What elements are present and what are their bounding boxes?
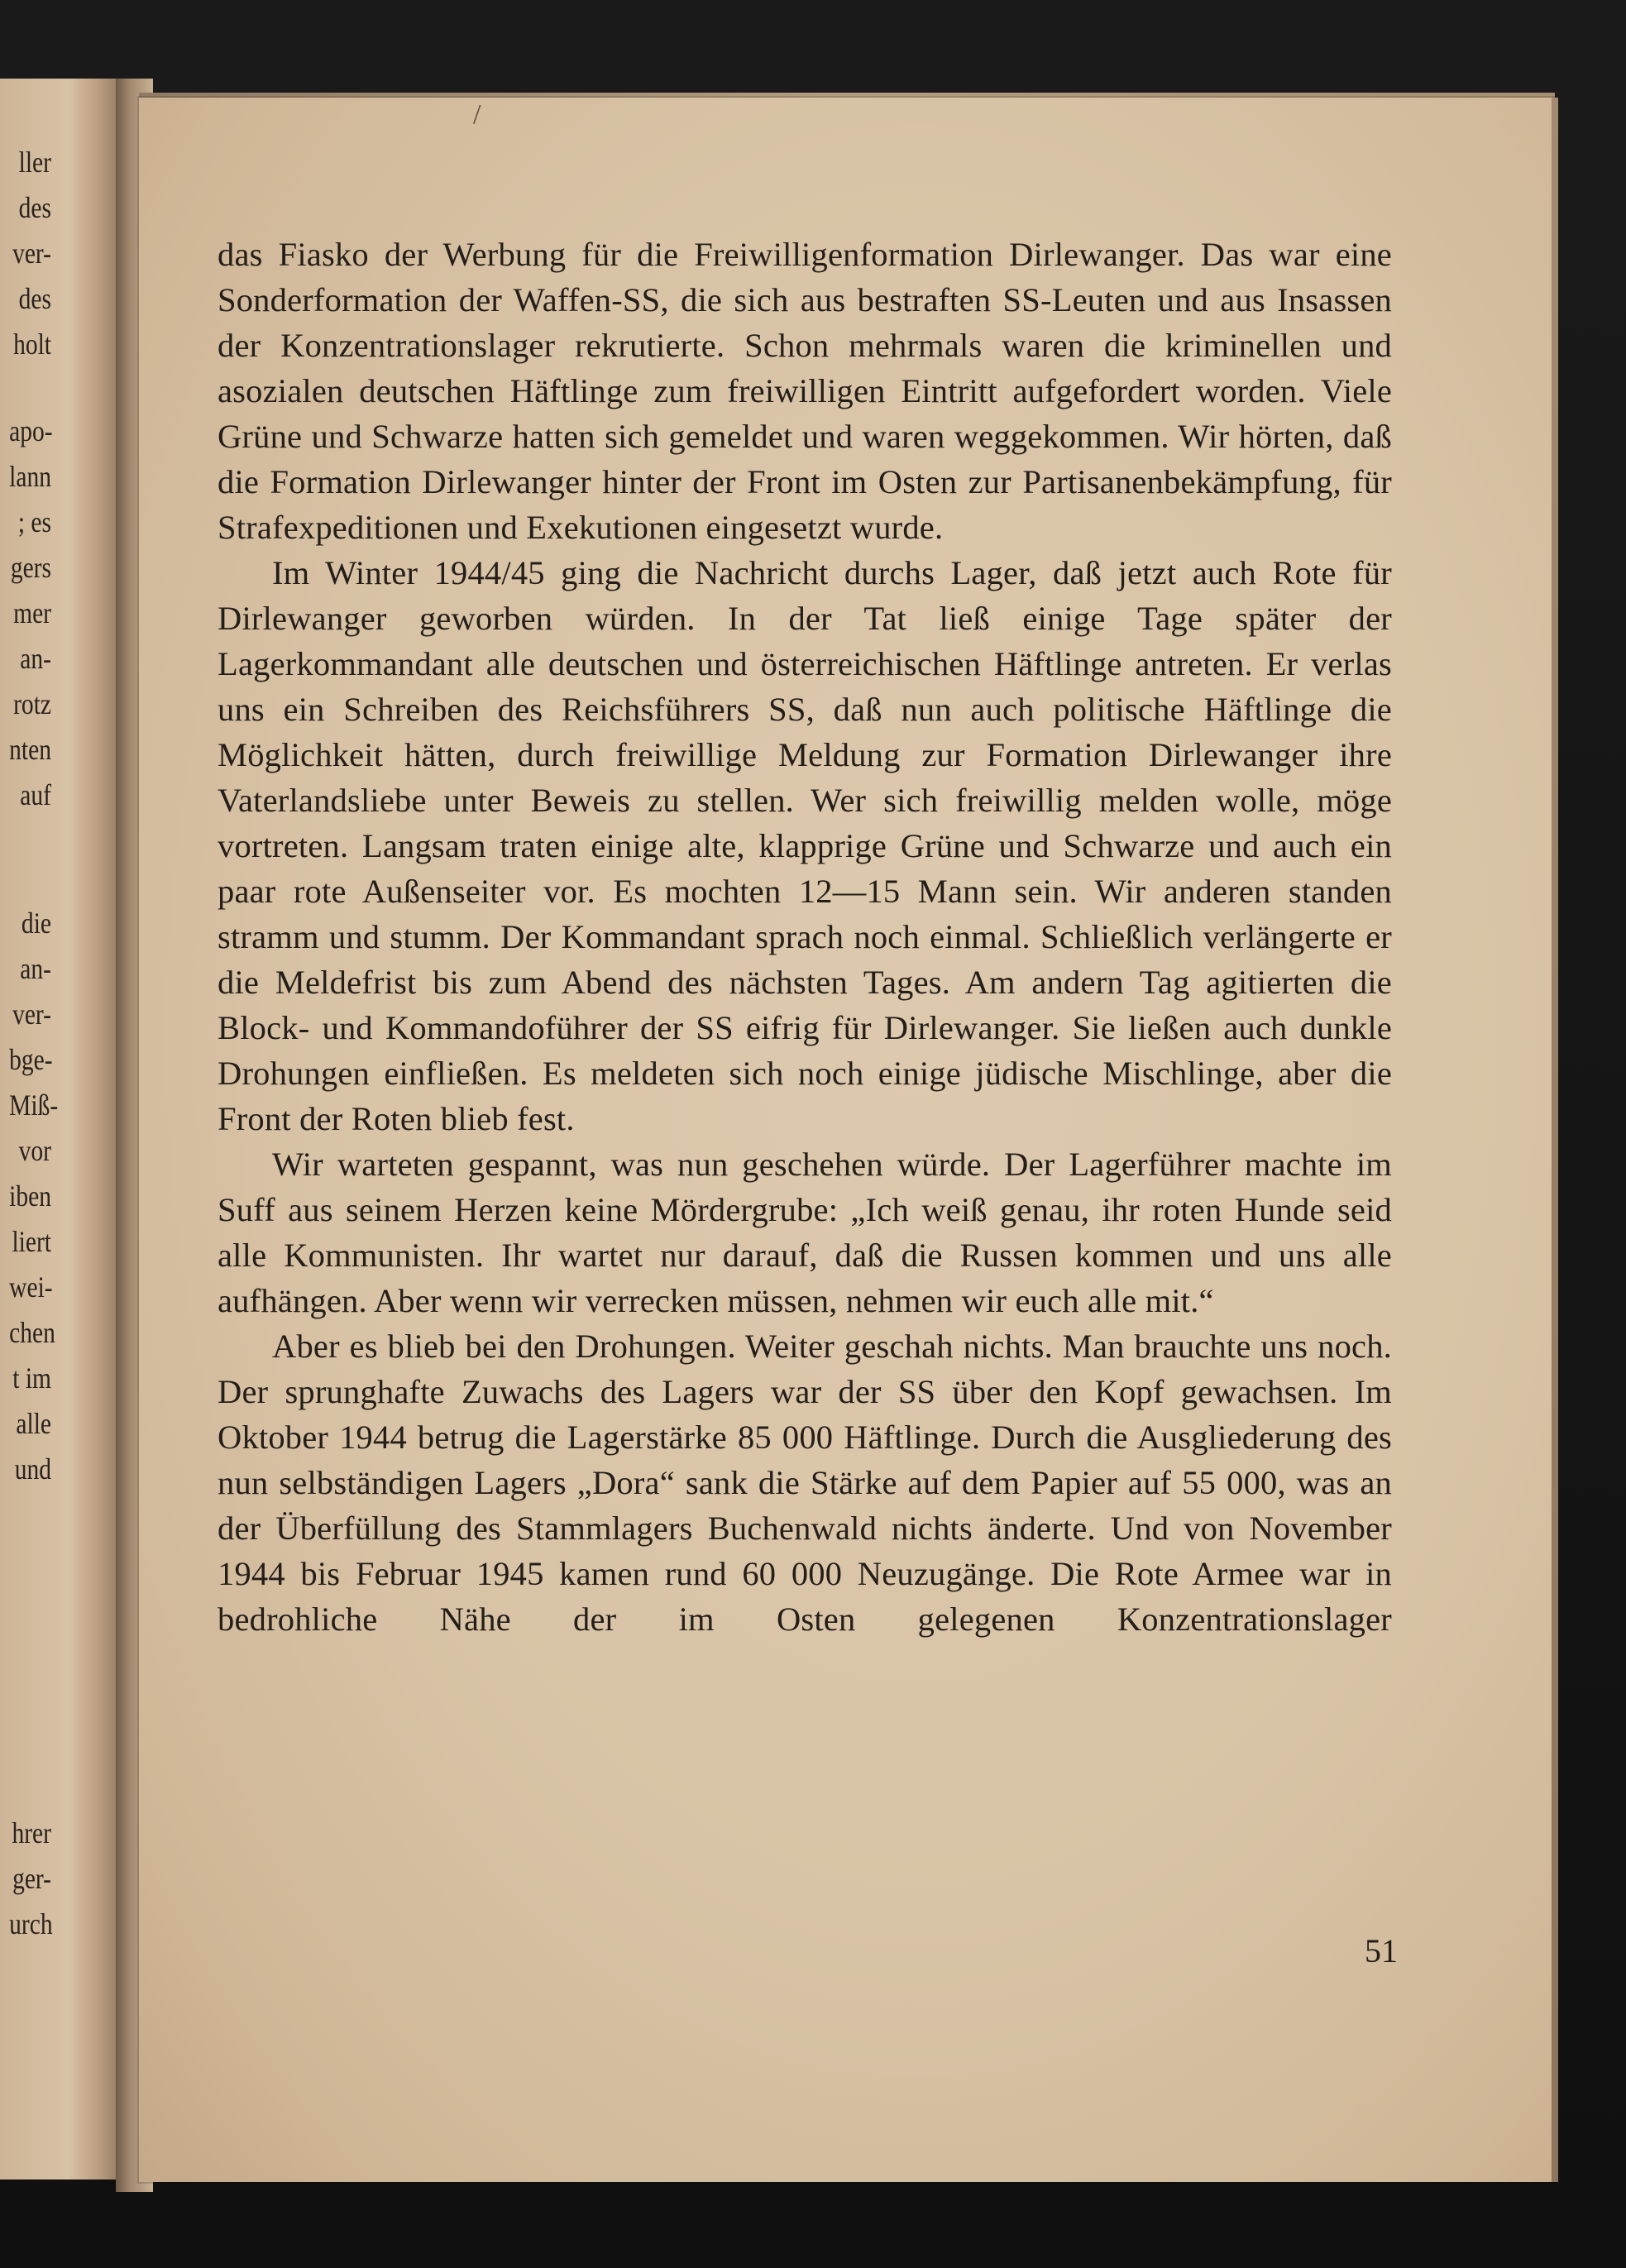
left-page-fragment: ver-: [12, 237, 52, 270]
left-page-fragment: urch: [9, 1907, 53, 1940]
paragraph: Im Winter 1944/45 ging die Nachricht durchs Lager, daß jetzt auch Rote für Dirlewanger geworben würden. In der Tat ließ einige Tage später der Lagerkommandant alle deutschen und österreichischen Häftlinge antreten. Er verlas uns ein Schreiben des Reichsführers SS, daß nun auch politische Häftlinge die Möglichkeit hätten, durch freiwillige Meldung zur Formation Dirlewanger ihre Vaterlandsliebe unter Beweis zu stellen. Wer sich freiwillig melden wolle, möge vortreten. Langsam traten einige alte, klapprige Grüne und Schwarze und auch ein paar rote Außenseiter vor. Es mochten 12—15 Mann sein. Wir anderen standen stramm und stumm. Der Kommandant sprach noch einmal. Schließlich verlängerte er die Meldefrist bis zum Abend des nächsten Tages. Am andern Tag agitierten die Block- und Kommandoführer der SS eifrig für Dirlewanger. Sie ließen auch dunkle Drohungen einfließen. Es meldeten sich noch einige jüdische Mischlinge, aber die Front der Roten blieb fest.: [218, 554, 1392, 1137]
left-page-fragment: holt: [13, 328, 51, 361]
left-page-fragment: gers: [10, 551, 51, 584]
left-page-fragment: wei-: [9, 1270, 53, 1304]
left-page-fragment: die: [21, 907, 51, 940]
left-page-fragment: hrer: [12, 1816, 51, 1849]
paragraph: Aber es blieb bei den Drohungen. Weiter geschah nichts. Man brauchte uns noch. Der sprunghafte Zuwachs des Lagers war der SS über den Kopf gewachsen. Im Oktober 1944 betrug die Lagerstärke 85 000 Häftlinge. Durch die Ausgliederung des nun selbständigen Lagers „Dora“ sank die Stärke auf dem Papier auf 55 000, was an der Überfüllung des Stammlagers Buchenwald nichts änderte. Und von November 1944 bis Februar 1945 kamen rund 60 000 Neuzugänge. Die Rote Armee war in bedrohliche Nähe der im Osten gelegenen Konzentrationslager: [218, 1328, 1392, 1638]
left-page-fragment: alle: [16, 1407, 51, 1440]
body-text: [218, 232, 1392, 1642]
left-page-fragment: an-: [20, 642, 51, 675]
left-page-fragment: an-: [20, 952, 51, 985]
left-page-fragment: des: [18, 191, 51, 224]
page-edge-right: [1552, 98, 1558, 2182]
left-page-fragment: auf: [20, 778, 51, 811]
left-page-fragment: Miß-: [9, 1089, 59, 1122]
left-page-fragment: chen: [9, 1316, 55, 1349]
previous-page-edge: [0, 79, 124, 2179]
left-page-fragment: und: [14, 1452, 51, 1486]
left-page-fragment: nten: [9, 733, 51, 766]
left-page-fragment: iben: [9, 1179, 51, 1213]
left-page-fragment: ver-: [12, 998, 52, 1031]
paragraph: Wir warteten gespannt, was nun geschehen würde. Der Lagerführer machte im Suff aus seinem Herzen keine Mördergrube: „Ich weiß genau, ihr roten Hunde seid alle Kommunisten. Ihr wartet nur darauf, daß die Russen kommen und uns alle aufhängen. Aber wenn wir verrecken müssen, nehmen wir euch alle mit.“: [218, 1146, 1392, 1319]
pencil-mark-icon: /: [473, 99, 481, 130]
left-page-fragment: des: [18, 282, 51, 315]
left-page-fragment: apo-: [9, 414, 53, 447]
page-number: 51: [1365, 1932, 1398, 1969]
left-page-fragment: ger-: [12, 1862, 52, 1895]
left-page-fragment: mer: [13, 596, 51, 629]
paragraph: das Fiasko der Werbung für die Freiwilligenformation Dirlewanger. Das war eine Sonderformation der Waffen-SS, die sich aus bestraften SS-Leuten und aus Insassen der Konzentrationslager rekrutierte. Schon mehrmals waren die kriminellen und asozialen deutschen Häftlinge zum freiwilligen Eintritt aufgefordert worden. Viele Grüne und Schwarze hatten sich gemeldet und waren weggekommen. Wir hörten, daß die Formation Dirlewanger hinter der Front im Osten zur Partisanenbekämpfung, für Strafexpeditionen und Exekutionen eingesetzt wurde.: [218, 236, 1392, 546]
left-page-fragment: ; es: [17, 505, 51, 538]
left-page-fragment: bge-: [9, 1043, 53, 1076]
left-page-fragment: vor: [18, 1134, 51, 1167]
left-page-fragment: liert: [12, 1225, 51, 1258]
left-page-fragment: lann: [9, 460, 51, 493]
left-page-fragment: rotz: [13, 687, 51, 720]
left-page-fragment: ller: [18, 146, 51, 179]
left-page-fragment: t im: [12, 1361, 52, 1395]
